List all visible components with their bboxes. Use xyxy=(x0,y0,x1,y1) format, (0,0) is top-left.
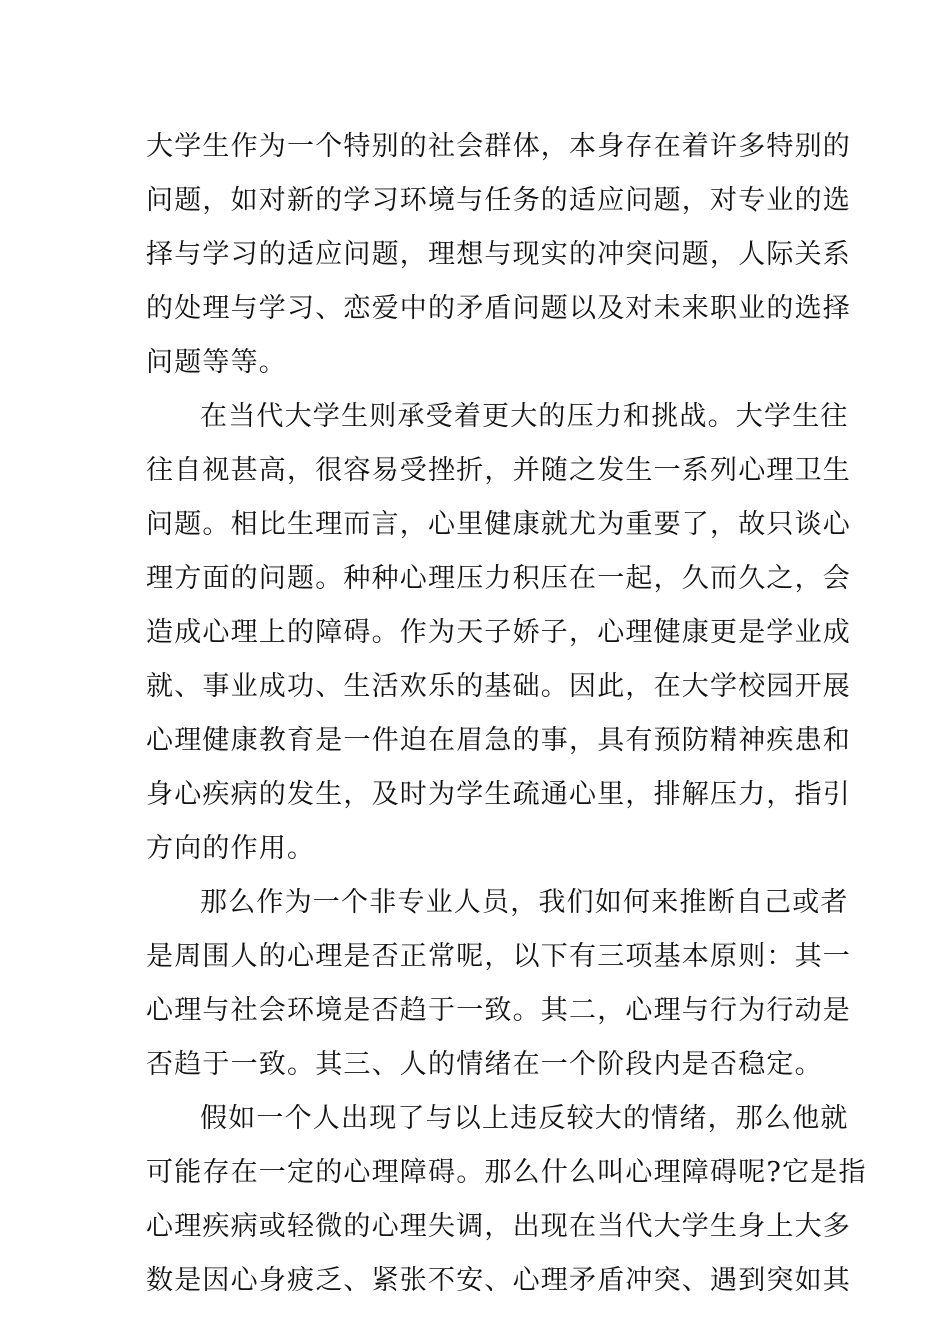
text-line: 可能存在一定的心理障碍。那么什么叫心理障碍呢?它是指 xyxy=(146,1157,867,1188)
text-line: 是周围人的心理是否正常呢，以下有三项基本原则：其一 xyxy=(146,941,851,972)
document-body xyxy=(146,120,867,1308)
text-line: 问题等等。 xyxy=(146,347,287,378)
text-line: 的处理与学习、恋爱中的矛盾问题以及对未来职业的选择 xyxy=(146,293,851,324)
text-line: 那么作为一个非专业人员，我们如何来推断自己或者 xyxy=(200,887,849,918)
paragraph-2 xyxy=(146,390,851,876)
text-line: 就、事业成功、生活欢乐的基础。因此，在大学校园开展 xyxy=(146,671,851,702)
text-line: 问题，如对新的学习环境与任务的适应问题，对专业的选 xyxy=(146,185,851,216)
text-line: 方向的作用。 xyxy=(146,833,316,864)
text-line: 心理健康教育是一件迫在眉急的事，具有预防精神疾患和 xyxy=(146,725,851,756)
text-line: 否趋于一致。其三、人的情绪在一个阶段内是否稳定。 xyxy=(146,1049,823,1080)
text-line: 问题。相比生理而言，心里健康就尤为重要了，故只谈心 xyxy=(146,509,851,540)
text-line: 心理与社会环境是否趋于一致。其二，心理与行为行动是 xyxy=(146,995,851,1026)
text-line: 数是因心身疲乏、紧张不安、心理矛盾冲突、遇到突如其 xyxy=(146,1265,851,1296)
text-line: 往自视甚高，很容易受挫折，并随之发生一系列心理卫生 xyxy=(146,455,851,486)
paragraph-4 xyxy=(146,1092,867,1308)
text-line: 大学生作为一个特别的社会群体，本身存在着许多特别的 xyxy=(146,131,851,162)
text-line: 心理疾病或轻微的心理失调，出现在当代大学生身上大多 xyxy=(146,1211,851,1242)
text-line: 理方面的问题。种种心理压力积压在一起，久而久之，会 xyxy=(146,563,851,594)
text-line: 造成心理上的障碍。作为天子娇子，心理健康更是学业成 xyxy=(146,617,851,648)
text-line: 在当代大学生则承受着更大的压力和挑战。大学生往 xyxy=(200,401,849,432)
text-line: 择与学习的适应问题，理想与现实的冲突问题，人际关系 xyxy=(146,239,851,270)
text-line: 假如一个人出现了与以上违反较大的情绪，那么他就 xyxy=(200,1103,849,1134)
paragraph-1 xyxy=(146,120,851,390)
paragraph-3 xyxy=(146,876,851,1092)
text-line: 身心疾病的发生，及时为学生疏通心里，排解压力，指引 xyxy=(146,779,851,810)
